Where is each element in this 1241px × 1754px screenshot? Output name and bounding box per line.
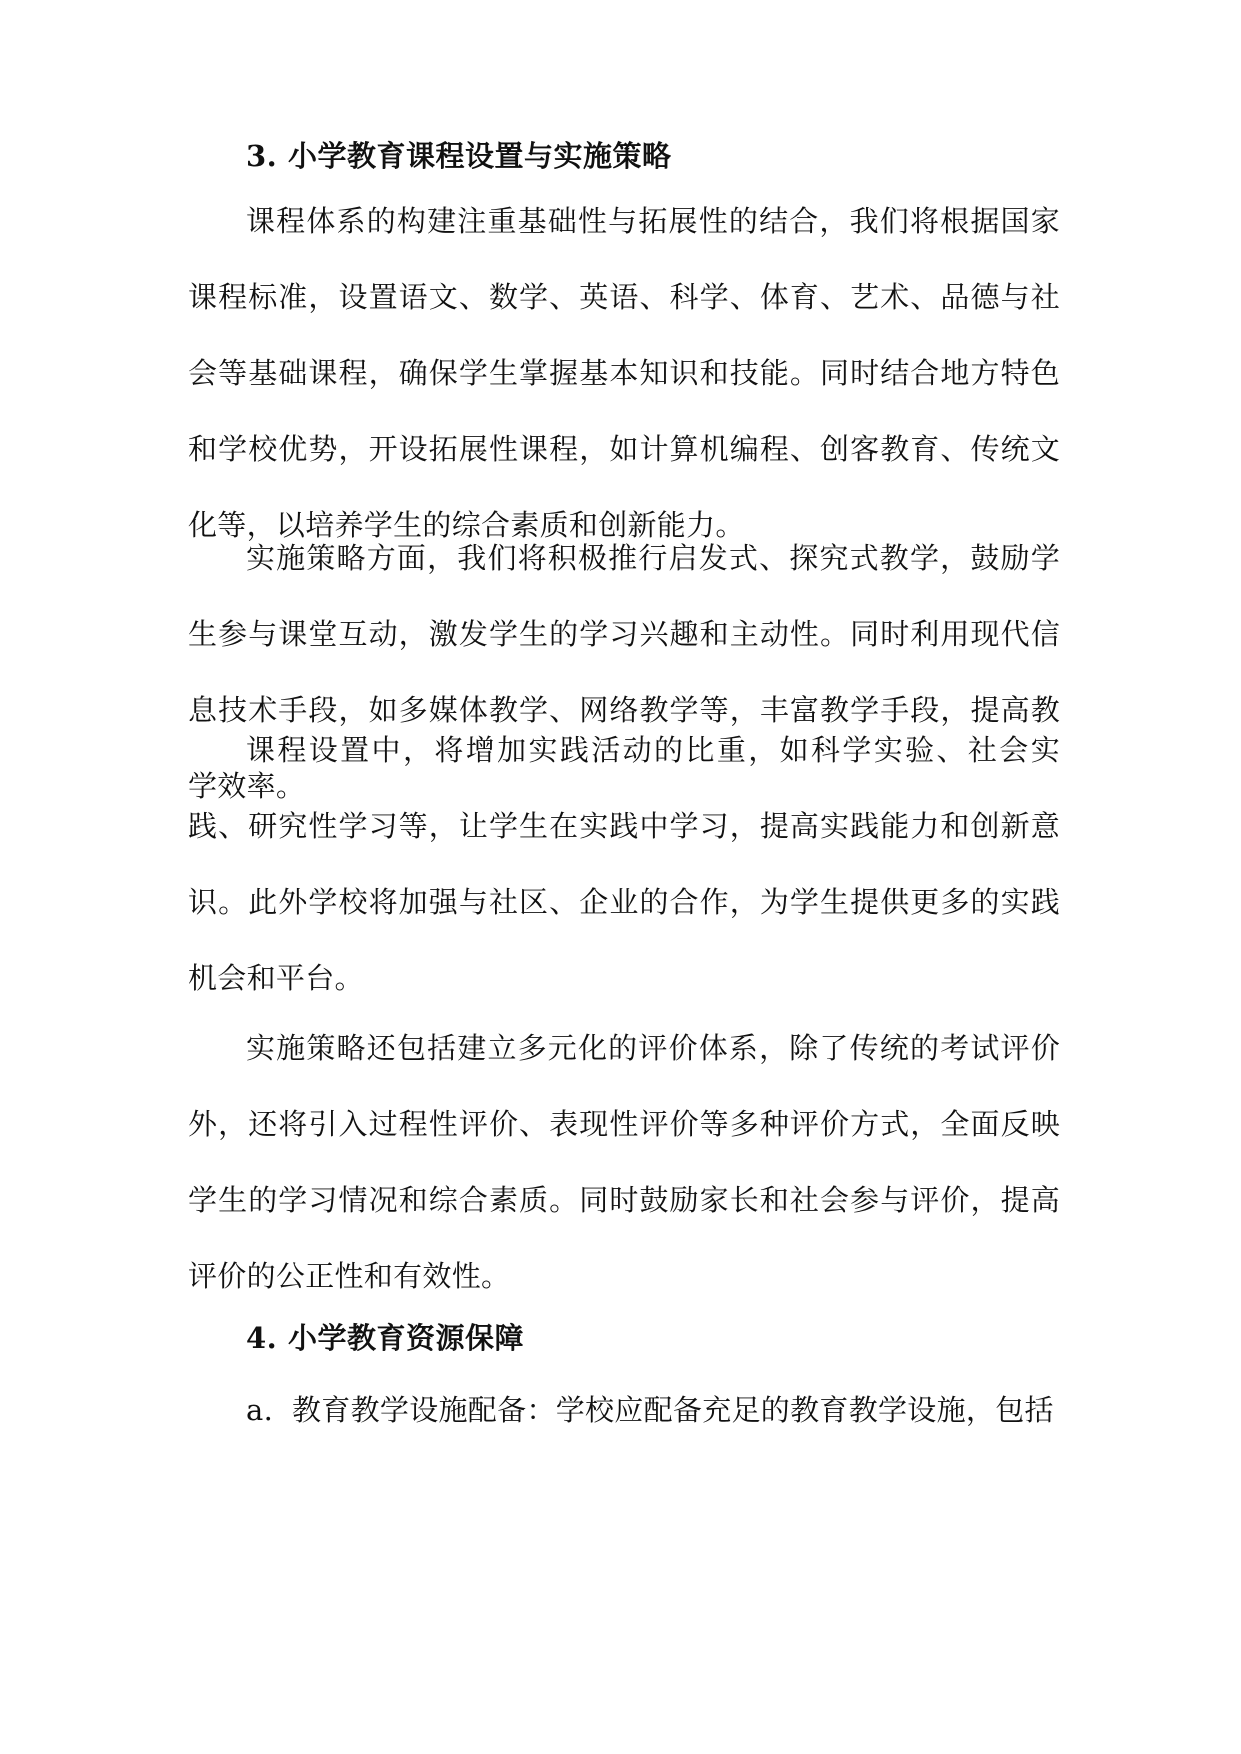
section-4-title: 小学教育资源保障 (288, 1321, 525, 1355)
section-4-number: 4. (246, 1321, 278, 1355)
section-4-item-a (246, 1390, 1066, 1430)
list-marker: a. (246, 1393, 274, 1427)
list-item-text: 教育教学设施配备：学校应配备充足的教育教学设施，包括 (292, 1393, 1054, 1427)
section-3-paragraph-4: 实施策略还包括建立多元化的评价体系，除了传统的考试评价外，还将引入过程性评价、表现性评价等多种评价方式，全面反映学生的学习情况和综合素质。同时鼓励家长和社会参与评价，提高评价的公正性和有效性。 (188, 1031, 1060, 1293)
section-3-paragraph-3: 课程设置中，将增加实践活动的比重，如科学实验、社会实践、研究性学习等，让学生在实践中学习，提高实践能力和创新意识。此外学校将加强与社区、企业的合作，为学生提供更多的实践机会和平台。 (188, 733, 1060, 995)
section-3-paragraph-1: 课程体系的构建注重基础性与拓展性的结合，我们将根据国家课程标准，设置语文、数学、英语、科学、体育、艺术、品德与社会等基础课程，确保学生掌握基本知识和技能。同时结合地方特色和学校优势，开设拓展性课程，如计算机编程、创客教育、传统文化等，以培养学生的综合素质和创新能力。 (188, 204, 1060, 542)
section-3-number: 3. (246, 139, 278, 173)
section-3-title: 小学教育课程设置与实施策略 (288, 139, 672, 173)
section-3-heading (246, 136, 672, 176)
section-4-heading (246, 1318, 524, 1358)
section-3-paragraph-2: 实施策略方面，我们将积极推行启发式、探究式教学，鼓励学生参与课堂互动，激发学生的学习兴趣和主动性。同时利用现代信息技术手段，如多媒体教学、网络教学等，丰富教学手段，提高教学效率。 (188, 541, 1060, 803)
